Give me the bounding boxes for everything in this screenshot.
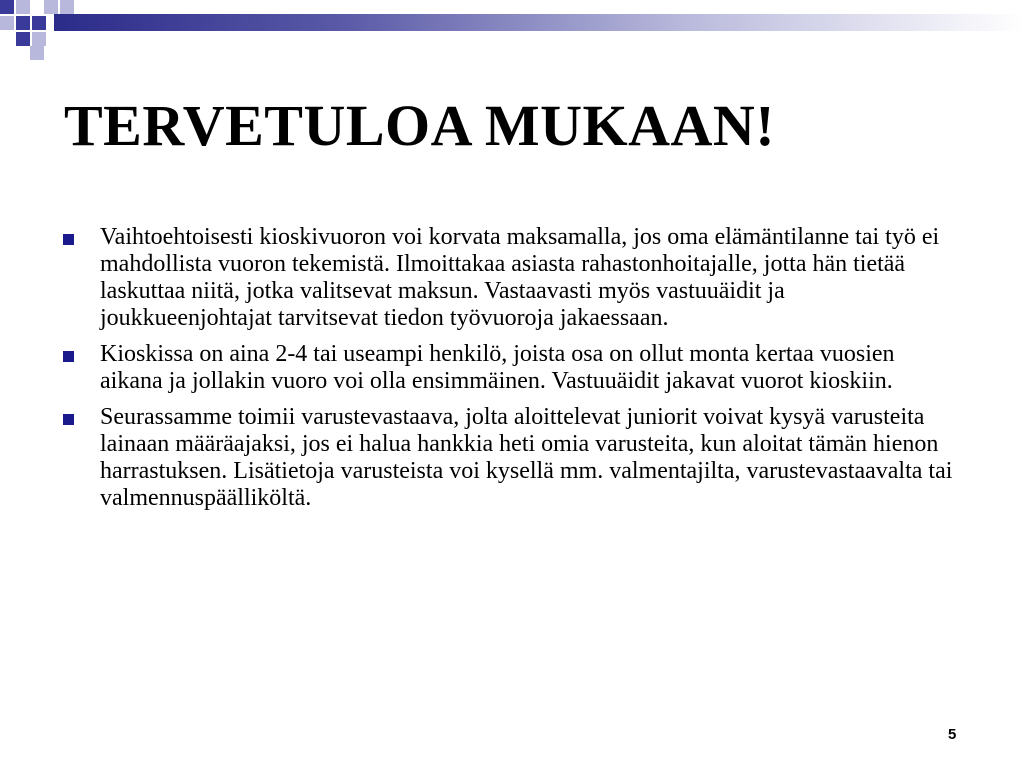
bullet-item	[60, 404, 960, 512]
slide-header-decoration	[0, 0, 1024, 70]
decor-square	[60, 0, 74, 14]
bullet-item	[60, 224, 960, 332]
bullet-square-icon	[63, 351, 74, 362]
bullet-item	[60, 341, 960, 395]
page-number: 5	[948, 726, 957, 743]
decor-square	[30, 46, 44, 60]
decor-square	[32, 16, 46, 30]
decor-square	[32, 32, 46, 46]
bullet-text: Vaihtoehtoisesti kioskivuoron voi korvata maksamalla, jos oma elämäntilanne tai työ ei mahdollista vuoron tekemistä. Ilmoittakaa asiasta rahastonhoitajalle, jotta hän tietää laskuttaa niitä, jotka valitsevat maksun. Vastaavasti myös vastuuäidit ja joukkueenjohtajat tarvitsevat tiedon työvuoroja jakaessaan.	[100, 224, 940, 331]
bullet-square-icon	[63, 414, 74, 425]
decor-square	[16, 0, 30, 14]
slide-title: TERVETULOA MUKAAN!	[64, 93, 776, 158]
decor-square	[16, 16, 30, 30]
bullet-list	[60, 224, 960, 521]
bullet-text: Seurassamme toimii varustevastaava, jolta aloittelevat juniorit voivat kysyä varusteita lainaan määräajaksi, jos ei halua hankkia heti omia varusteita, kun aloitat tämän hienon harrastuksen. Lisätietoja varusteista voi kysellä mm. valmentajilta, varustevastaavalta tai valmennuspäälliköltä.	[100, 404, 953, 511]
header-gradient-bar	[54, 14, 1024, 31]
bullet-text: Kioskissa on aina 2-4 tai useampi henkilö, joista osa on ollut monta kertaa vuosien aikana ja jollakin vuoro voi olla ensimmäinen. Vastuuäidit jakavat vuorot kioskiin.	[100, 341, 895, 394]
decor-square	[44, 0, 58, 14]
decor-square	[16, 32, 30, 46]
bullet-square-icon	[63, 234, 74, 245]
decor-square	[0, 16, 14, 30]
decor-square	[0, 0, 14, 14]
